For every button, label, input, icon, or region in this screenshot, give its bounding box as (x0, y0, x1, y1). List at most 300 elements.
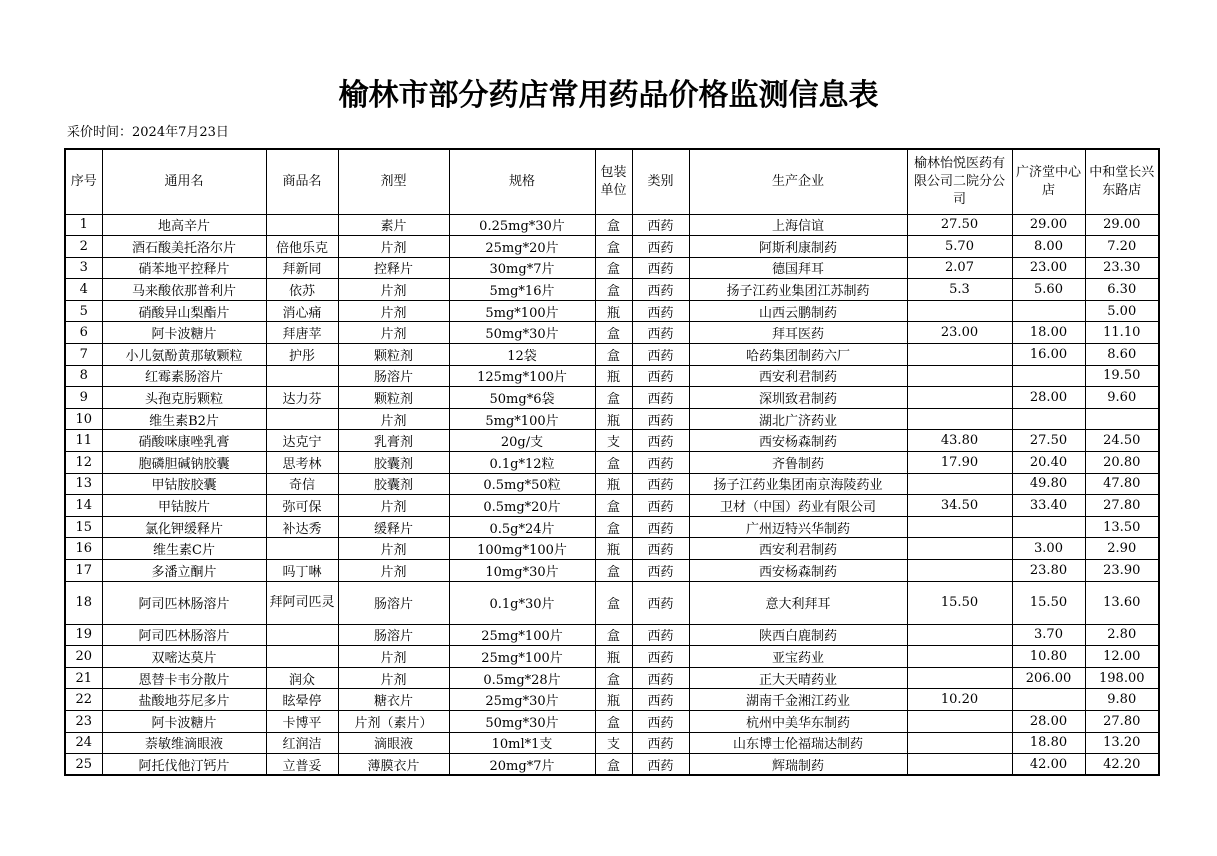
header-specification: 规格 (449, 149, 595, 214)
cell-price-store-1 (907, 365, 1012, 387)
table-row (65, 473, 1159, 495)
cell-brand-name: 达力芬 (266, 387, 338, 409)
cell-price-store-3: 29.00 (1085, 214, 1159, 236)
cell-package-unit: 盒 (595, 624, 632, 646)
cell-category: 西药 (632, 344, 689, 366)
cell-category: 西药 (632, 473, 689, 495)
table-row (65, 689, 1159, 711)
table-row (65, 236, 1159, 258)
cell-specification: 5mg*16片 (449, 279, 595, 301)
cell-category: 西药 (632, 495, 689, 517)
cell-price-store-2: 5.60 (1012, 279, 1085, 301)
cell-generic-name: 酒石酸美托洛尔片 (102, 236, 266, 258)
cell-category: 西药 (632, 754, 689, 776)
header-brand-name: 商品名 (266, 149, 338, 214)
cell-dosage-form: 颗粒剂 (338, 387, 449, 409)
cell-manufacturer: 山西云鹏制药 (689, 300, 907, 322)
cell-price-store-2: 18.80 (1012, 732, 1085, 754)
cell-manufacturer: 山东博士伦福瑞达制药 (689, 732, 907, 754)
cell-package-unit: 盒 (595, 214, 632, 236)
cell-dosage-form: 肠溶片 (338, 365, 449, 387)
cell-package-unit: 盒 (595, 322, 632, 344)
page-title: 榆林市部分药店常用药品价格监测信息表 (338, 78, 879, 113)
cell-generic-name: 恩替卡韦分散片 (102, 667, 266, 689)
cell-package-unit: 支 (595, 732, 632, 754)
cell-manufacturer: 正大天晴药业 (689, 667, 907, 689)
cell-dosage-form: 乳膏剂 (338, 430, 449, 452)
collection-date: 采价时间：2024年7月23日 (67, 125, 229, 140)
cell-price-store-2: 23.00 (1012, 257, 1085, 279)
table-row (65, 257, 1159, 279)
cell-dosage-form: 片剂 (338, 560, 449, 582)
cell-price-store-3: 23.90 (1085, 560, 1159, 582)
cell-price-store-3: 6.30 (1085, 279, 1159, 301)
cell-dosage-form: 片剂 (338, 236, 449, 258)
cell-generic-name: 阿司匹林肠溶片 (102, 581, 266, 624)
cell-price-store-3: 2.90 (1085, 538, 1159, 560)
table-row (65, 344, 1159, 366)
cell-package-unit: 瓶 (595, 538, 632, 560)
cell-manufacturer: 西安杨森制药 (689, 560, 907, 582)
cell-no: 5 (65, 300, 102, 322)
cell-price-store-3: 23.30 (1085, 257, 1159, 279)
cell-price-store-1: 43.80 (907, 430, 1012, 452)
cell-price-store-2: 20.40 (1012, 452, 1085, 474)
cell-price-store-2: 33.40 (1012, 495, 1085, 517)
cell-specification: 12袋 (449, 344, 595, 366)
cell-generic-name: 马来酸依那普利片 (102, 279, 266, 301)
cell-generic-name: 多潘立酮片 (102, 560, 266, 582)
cell-price-store-2 (1012, 408, 1085, 430)
cell-price-store-2 (1012, 300, 1085, 322)
cell-price-store-1 (907, 560, 1012, 582)
cell-manufacturer: 德国拜耳 (689, 257, 907, 279)
cell-price-store-3: 27.80 (1085, 710, 1159, 732)
cell-manufacturer: 广州迈特兴华制药 (689, 516, 907, 538)
cell-package-unit: 盒 (595, 581, 632, 624)
cell-price-store-3: 19.50 (1085, 365, 1159, 387)
cell-brand-name (266, 214, 338, 236)
cell-category: 西药 (632, 452, 689, 474)
cell-generic-name: 阿卡波糖片 (102, 710, 266, 732)
cell-price-store-2: 49.80 (1012, 473, 1085, 495)
header-store-1: 榆林怡悦医药有限公司二院分公司 (907, 149, 1012, 214)
cell-price-store-3: 27.80 (1085, 495, 1159, 517)
cell-brand-name: 拜阿司匹灵 (266, 581, 338, 624)
cell-price-store-1 (907, 754, 1012, 776)
cell-price-store-2: 28.00 (1012, 387, 1085, 409)
header-package-unit: 包装单位 (595, 149, 632, 214)
cell-price-store-2: 15.50 (1012, 581, 1085, 624)
cell-specification: 0.1g*30片 (449, 581, 595, 624)
cell-no: 18 (65, 581, 102, 624)
cell-specification: 0.25mg*30片 (449, 214, 595, 236)
cell-brand-name (266, 646, 338, 668)
cell-manufacturer: 拜耳医药 (689, 322, 907, 344)
cell-specification: 10mg*30片 (449, 560, 595, 582)
cell-brand-name: 护彤 (266, 344, 338, 366)
cell-manufacturer: 深圳致君制药 (689, 387, 907, 409)
cell-manufacturer: 扬子江药业集团南京海陵药业 (689, 473, 907, 495)
cell-specification: 50mg*30片 (449, 710, 595, 732)
cell-no: 13 (65, 473, 102, 495)
cell-price-store-2: 10.80 (1012, 646, 1085, 668)
cell-dosage-form: 滴眼液 (338, 732, 449, 754)
header-generic-name: 通用名 (102, 149, 266, 214)
cell-generic-name: 维生素C片 (102, 538, 266, 560)
cell-category: 西药 (632, 710, 689, 732)
cell-brand-name: 润众 (266, 667, 338, 689)
cell-category: 西药 (632, 689, 689, 711)
cell-no: 17 (65, 560, 102, 582)
cell-package-unit: 盒 (595, 452, 632, 474)
header-no: 序号 (65, 149, 102, 214)
cell-category: 西药 (632, 624, 689, 646)
cell-generic-name: 硝苯地平控释片 (102, 257, 266, 279)
header-store-3: 中和堂长兴东路店 (1085, 149, 1159, 214)
cell-specification: 0.5mg*20片 (449, 495, 595, 517)
cell-dosage-form: 片剂 (338, 408, 449, 430)
cell-generic-name: 阿托伐他汀钙片 (102, 754, 266, 776)
cell-dosage-form: 片剂 (338, 300, 449, 322)
cell-price-store-3: 47.80 (1085, 473, 1159, 495)
price-table (64, 148, 1160, 776)
cell-specification: 50mg*6袋 (449, 387, 595, 409)
cell-price-store-1 (907, 408, 1012, 430)
cell-brand-name: 立普妥 (266, 754, 338, 776)
cell-manufacturer: 齐鲁制药 (689, 452, 907, 474)
cell-price-store-1: 17.90 (907, 452, 1012, 474)
cell-no: 3 (65, 257, 102, 279)
cell-price-store-1: 5.70 (907, 236, 1012, 258)
cell-generic-name: 维生素B2片 (102, 408, 266, 430)
cell-dosage-form: 片剂 (338, 646, 449, 668)
cell-price-store-1 (907, 387, 1012, 409)
cell-generic-name: 甲钴胺胶囊 (102, 473, 266, 495)
cell-brand-name: 卡博平 (266, 710, 338, 732)
cell-manufacturer: 哈药集团制药六厂 (689, 344, 907, 366)
cell-specification: 0.5mg*50粒 (449, 473, 595, 495)
cell-package-unit: 盒 (595, 667, 632, 689)
cell-manufacturer: 陕西白鹿制药 (689, 624, 907, 646)
cell-price-store-2: 29.00 (1012, 214, 1085, 236)
cell-package-unit: 瓶 (595, 473, 632, 495)
cell-category: 西药 (632, 667, 689, 689)
cell-price-store-1: 34.50 (907, 495, 1012, 517)
cell-price-store-1: 2.07 (907, 257, 1012, 279)
cell-price-store-3: 198.00 (1085, 667, 1159, 689)
table-row (65, 667, 1159, 689)
cell-specification: 25mg*100片 (449, 624, 595, 646)
cell-dosage-form: 片剂（素片） (338, 710, 449, 732)
cell-category: 西药 (632, 646, 689, 668)
cell-price-store-2: 3.00 (1012, 538, 1085, 560)
cell-price-store-1 (907, 732, 1012, 754)
cell-price-store-1 (907, 473, 1012, 495)
cell-category: 西药 (632, 430, 689, 452)
cell-dosage-form: 片剂 (338, 322, 449, 344)
cell-no: 7 (65, 344, 102, 366)
cell-package-unit: 盒 (595, 516, 632, 538)
table-row (65, 560, 1159, 582)
cell-manufacturer: 上海信谊 (689, 214, 907, 236)
table-row (65, 516, 1159, 538)
cell-generic-name: 甲钴胺片 (102, 495, 266, 517)
cell-specification: 20g/支 (449, 430, 595, 452)
cell-package-unit: 盒 (595, 387, 632, 409)
cell-category: 西药 (632, 257, 689, 279)
cell-category: 西药 (632, 279, 689, 301)
cell-category: 西药 (632, 516, 689, 538)
cell-brand-name: 眩晕停 (266, 689, 338, 711)
cell-price-store-2: 206.00 (1012, 667, 1085, 689)
cell-package-unit: 瓶 (595, 689, 632, 711)
table-row (65, 279, 1159, 301)
cell-specification: 100mg*100片 (449, 538, 595, 560)
header-store-2: 广济堂中心店 (1012, 149, 1085, 214)
cell-specification: 25mg*30片 (449, 689, 595, 711)
cell-category: 西药 (632, 236, 689, 258)
cell-package-unit: 盒 (595, 236, 632, 258)
cell-specification: 30mg*7片 (449, 257, 595, 279)
cell-no: 15 (65, 516, 102, 538)
cell-price-store-2 (1012, 516, 1085, 538)
cell-price-store-3: 13.50 (1085, 516, 1159, 538)
cell-specification: 50mg*30片 (449, 322, 595, 344)
cell-specification: 125mg*100片 (449, 365, 595, 387)
table-row (65, 581, 1159, 624)
cell-no: 20 (65, 646, 102, 668)
cell-brand-name: 补达秀 (266, 516, 338, 538)
cell-generic-name: 胞磷胆碱钠胶囊 (102, 452, 266, 474)
cell-brand-name: 奇信 (266, 473, 338, 495)
cell-category: 西药 (632, 581, 689, 624)
cell-price-store-3: 42.20 (1085, 754, 1159, 776)
cell-no: 10 (65, 408, 102, 430)
cell-dosage-form: 胶囊剂 (338, 452, 449, 474)
cell-brand-name: 依苏 (266, 279, 338, 301)
cell-dosage-form: 片剂 (338, 279, 449, 301)
cell-price-store-2: 23.80 (1012, 560, 1085, 582)
table-row (65, 624, 1159, 646)
cell-brand-name: 拜唐苹 (266, 322, 338, 344)
header-manufacturer: 生产企业 (689, 149, 907, 214)
cell-generic-name: 阿卡波糖片 (102, 322, 266, 344)
cell-generic-name: 双嘧达莫片 (102, 646, 266, 668)
cell-price-store-3: 9.80 (1085, 689, 1159, 711)
cell-dosage-form: 片剂 (338, 538, 449, 560)
cell-manufacturer: 辉瑞制药 (689, 754, 907, 776)
cell-price-store-2: 28.00 (1012, 710, 1085, 732)
cell-generic-name: 阿司匹林肠溶片 (102, 624, 266, 646)
cell-price-store-3: 7.20 (1085, 236, 1159, 258)
cell-price-store-3: 5.00 (1085, 300, 1159, 322)
cell-no: 23 (65, 710, 102, 732)
cell-price-store-2 (1012, 689, 1085, 711)
cell-package-unit: 盒 (595, 279, 632, 301)
cell-package-unit: 瓶 (595, 408, 632, 430)
cell-price-store-3: 8.60 (1085, 344, 1159, 366)
cell-generic-name: 硝酸异山梨酯片 (102, 300, 266, 322)
cell-price-store-1: 27.50 (907, 214, 1012, 236)
cell-brand-name: 红润洁 (266, 732, 338, 754)
cell-generic-name: 地高辛片 (102, 214, 266, 236)
cell-no: 22 (65, 689, 102, 711)
table-row (65, 538, 1159, 560)
cell-price-store-2: 18.00 (1012, 322, 1085, 344)
cell-dosage-form: 素片 (338, 214, 449, 236)
cell-no: 21 (65, 667, 102, 689)
cell-price-store-1 (907, 710, 1012, 732)
cell-brand-name: 吗丁啉 (266, 560, 338, 582)
cell-price-store-2: 8.00 (1012, 236, 1085, 258)
cell-no: 19 (65, 624, 102, 646)
cell-price-store-3: 9.60 (1085, 387, 1159, 409)
cell-manufacturer: 西安利君制药 (689, 538, 907, 560)
cell-price-store-2: 3.70 (1012, 624, 1085, 646)
cell-no: 4 (65, 279, 102, 301)
cell-manufacturer: 意大利拜耳 (689, 581, 907, 624)
cell-no: 9 (65, 387, 102, 409)
cell-price-store-3: 24.50 (1085, 430, 1159, 452)
cell-package-unit: 盒 (595, 560, 632, 582)
cell-package-unit: 盒 (595, 754, 632, 776)
cell-category: 西药 (632, 408, 689, 430)
cell-specification: 25mg*100片 (449, 646, 595, 668)
cell-brand-name (266, 538, 338, 560)
cell-price-store-3: 12.00 (1085, 646, 1159, 668)
cell-no: 8 (65, 365, 102, 387)
cell-price-store-1 (907, 667, 1012, 689)
cell-manufacturer: 杭州中美华东制药 (689, 710, 907, 732)
cell-no: 25 (65, 754, 102, 776)
cell-price-store-3 (1085, 408, 1159, 430)
cell-dosage-form: 肠溶片 (338, 624, 449, 646)
cell-price-store-1 (907, 516, 1012, 538)
table-row (65, 710, 1159, 732)
cell-no: 16 (65, 538, 102, 560)
cell-specification: 5mg*100片 (449, 300, 595, 322)
cell-specification: 20mg*7片 (449, 754, 595, 776)
table-row (65, 754, 1159, 776)
cell-category: 西药 (632, 214, 689, 236)
cell-manufacturer: 湖北广济药业 (689, 408, 907, 430)
cell-dosage-form: 缓释片 (338, 516, 449, 538)
cell-category: 西药 (632, 732, 689, 754)
cell-price-store-2 (1012, 365, 1085, 387)
table-row (65, 452, 1159, 474)
cell-package-unit: 瓶 (595, 646, 632, 668)
cell-category: 西药 (632, 538, 689, 560)
table-row (65, 646, 1159, 668)
cell-dosage-form: 糖衣片 (338, 689, 449, 711)
cell-price-store-3: 13.20 (1085, 732, 1159, 754)
cell-price-store-1: 10.20 (907, 689, 1012, 711)
cell-generic-name: 小儿氨酚黄那敏颗粒 (102, 344, 266, 366)
cell-generic-name: 萘敏维滴眼液 (102, 732, 266, 754)
cell-manufacturer: 扬子江药业集团江苏制药 (689, 279, 907, 301)
cell-no: 14 (65, 495, 102, 517)
cell-generic-name: 头孢克肟颗粒 (102, 387, 266, 409)
cell-specification: 0.5mg*28片 (449, 667, 595, 689)
cell-package-unit: 支 (595, 430, 632, 452)
cell-category: 西药 (632, 365, 689, 387)
cell-package-unit: 盒 (595, 257, 632, 279)
cell-package-unit: 盒 (595, 344, 632, 366)
cell-brand-name (266, 408, 338, 430)
cell-no: 11 (65, 430, 102, 452)
table-row (65, 495, 1159, 517)
cell-dosage-form: 颗粒剂 (338, 344, 449, 366)
table-row (65, 322, 1159, 344)
cell-manufacturer: 阿斯利康制药 (689, 236, 907, 258)
cell-brand-name: 思考林 (266, 452, 338, 474)
cell-brand-name: 达克宁 (266, 430, 338, 452)
cell-dosage-form: 片剂 (338, 667, 449, 689)
cell-package-unit: 瓶 (595, 365, 632, 387)
cell-no: 2 (65, 236, 102, 258)
cell-price-store-1: 5.3 (907, 279, 1012, 301)
cell-dosage-form: 薄膜衣片 (338, 754, 449, 776)
cell-dosage-form: 片剂 (338, 495, 449, 517)
table-row (65, 300, 1159, 322)
table-row (65, 408, 1159, 430)
cell-price-store-1: 23.00 (907, 322, 1012, 344)
cell-no: 12 (65, 452, 102, 474)
cell-specification: 0.5g*24片 (449, 516, 595, 538)
cell-package-unit: 盒 (595, 495, 632, 517)
cell-price-store-1: 15.50 (907, 581, 1012, 624)
cell-specification: 5mg*100片 (449, 408, 595, 430)
cell-brand-name: 弥可保 (266, 495, 338, 517)
cell-generic-name: 红霉素肠溶片 (102, 365, 266, 387)
cell-brand-name: 消心痛 (266, 300, 338, 322)
table-row (65, 365, 1159, 387)
table-row (65, 732, 1159, 754)
header-category: 类别 (632, 149, 689, 214)
table-row (65, 430, 1159, 452)
header-dosage-form: 剂型 (338, 149, 449, 214)
cell-dosage-form: 控释片 (338, 257, 449, 279)
cell-price-store-3: 2.80 (1085, 624, 1159, 646)
cell-category: 西药 (632, 560, 689, 582)
cell-specification: 10ml*1支 (449, 732, 595, 754)
cell-brand-name: 倍他乐克 (266, 236, 338, 258)
cell-price-store-2: 42.00 (1012, 754, 1085, 776)
cell-no: 6 (65, 322, 102, 344)
cell-price-store-3: 11.10 (1085, 322, 1159, 344)
cell-specification: 0.1g*12粒 (449, 452, 595, 474)
cell-generic-name: 硝酸咪康唑乳膏 (102, 430, 266, 452)
cell-price-store-1 (907, 300, 1012, 322)
table-header-row (65, 149, 1159, 214)
cell-brand-name (266, 624, 338, 646)
cell-price-store-3: 20.80 (1085, 452, 1159, 474)
cell-manufacturer: 亚宝药业 (689, 646, 907, 668)
cell-price-store-1 (907, 538, 1012, 560)
cell-manufacturer: 西安利君制药 (689, 365, 907, 387)
cell-brand-name (266, 365, 338, 387)
table-row (65, 214, 1159, 236)
table-row (65, 387, 1159, 409)
cell-dosage-form: 肠溶片 (338, 581, 449, 624)
cell-category: 西药 (632, 300, 689, 322)
cell-category: 西药 (632, 322, 689, 344)
cell-category: 西药 (632, 387, 689, 409)
cell-package-unit: 瓶 (595, 300, 632, 322)
cell-dosage-form: 胶囊剂 (338, 473, 449, 495)
cell-manufacturer: 西安杨森制药 (689, 430, 907, 452)
